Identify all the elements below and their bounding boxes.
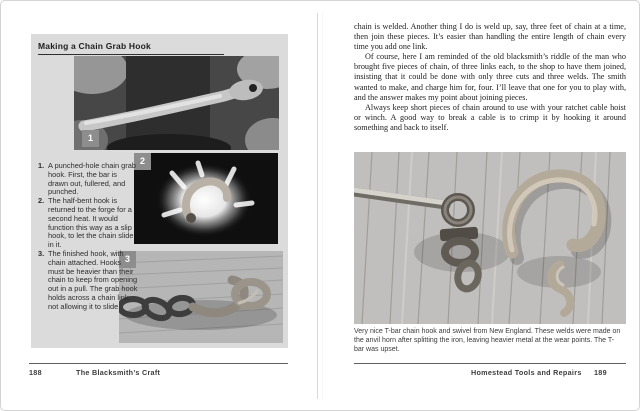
photo-caption: Very nice T-bar chain hook and swivel from New England. These welds were made on the anvil horn after splitting the iron, leaving heavier metal at the wear points. The T-bar was upset. xyxy=(354,328,621,353)
step-item xyxy=(38,197,138,250)
photo-grab-hook-on-anvil xyxy=(74,56,279,150)
photo-number-badge: 2 xyxy=(134,153,151,170)
step-text: A punched-hole chain grab hook. First, the bar is drawn out, fullered, and punched. xyxy=(48,161,136,197)
body-paragraph: chain is welded. Another thing I do is weld up, say, three feet of chain at a time, then join these pieces. It’s easier than handling the entire length of chain every time you add one link. xyxy=(354,22,626,52)
right-page-number: 189 xyxy=(594,368,607,377)
photo-finished-hook-with-chain xyxy=(119,251,283,343)
page-gutter-line xyxy=(317,13,318,399)
panel-title: Making a Chain Grab Hook xyxy=(38,41,151,51)
step-text: The half-bent hook is returned to the forge for a second heat. It would function this way as a slip hook, to let the chain slide in it. xyxy=(48,196,134,250)
step-number: 2. xyxy=(38,196,45,206)
step-number: 3. xyxy=(38,248,45,258)
sidebar-panel-chain-grab-hook xyxy=(31,34,288,348)
photo-grab-hook-on-anvil-image xyxy=(74,56,279,150)
step-item xyxy=(38,250,138,312)
left-footer-rule xyxy=(29,363,288,364)
photo-number-badge: 3 xyxy=(119,251,136,268)
photo-tbar-hook-and-swivel-image xyxy=(354,152,626,324)
photo-tbar-hook-and-swivel xyxy=(354,152,626,324)
right-running-title: Homestead Tools and Repairs xyxy=(471,368,582,377)
body-paragraph: Of course, here I am reminded of the old blacksmith’s riddle of the man who brought five pieces of chain, of three links each, to the shop to have them joined, insisting that it could be done with only three cuts and three welds. The smith wanted to make, and charge him for, four. I’ll leave that one for you to play with, and the answer makes my point about joining pieces. xyxy=(354,52,626,102)
step-text: The finished hook, with chain attached. Hooks must be heavier than their chain to keep from opening out in a pull. The grab hook holds across a chain link, not allowing it to slide. xyxy=(48,248,138,311)
photo-finished-hook-with-chain-image xyxy=(119,251,283,343)
step-number: 1. xyxy=(38,161,45,170)
step-item xyxy=(38,162,138,197)
photo-hook-at-forge-heat-image xyxy=(134,153,278,244)
photo-number-badge: 1 xyxy=(82,130,99,147)
left-running-title: The Blacksmith’s Craft xyxy=(76,368,161,377)
right-footer-rule xyxy=(354,363,626,364)
body-paragraph: Always keep short pieces of chain around to use with your ratchet cable hoist or winch. A good way to break a cable is to crimp it by hooking it around something and back to itself. xyxy=(354,102,626,132)
step-list xyxy=(38,162,138,312)
body-text-column xyxy=(354,22,626,133)
photo-hook-at-forge-heat xyxy=(134,153,278,244)
left-page-number: 188 xyxy=(29,368,42,377)
